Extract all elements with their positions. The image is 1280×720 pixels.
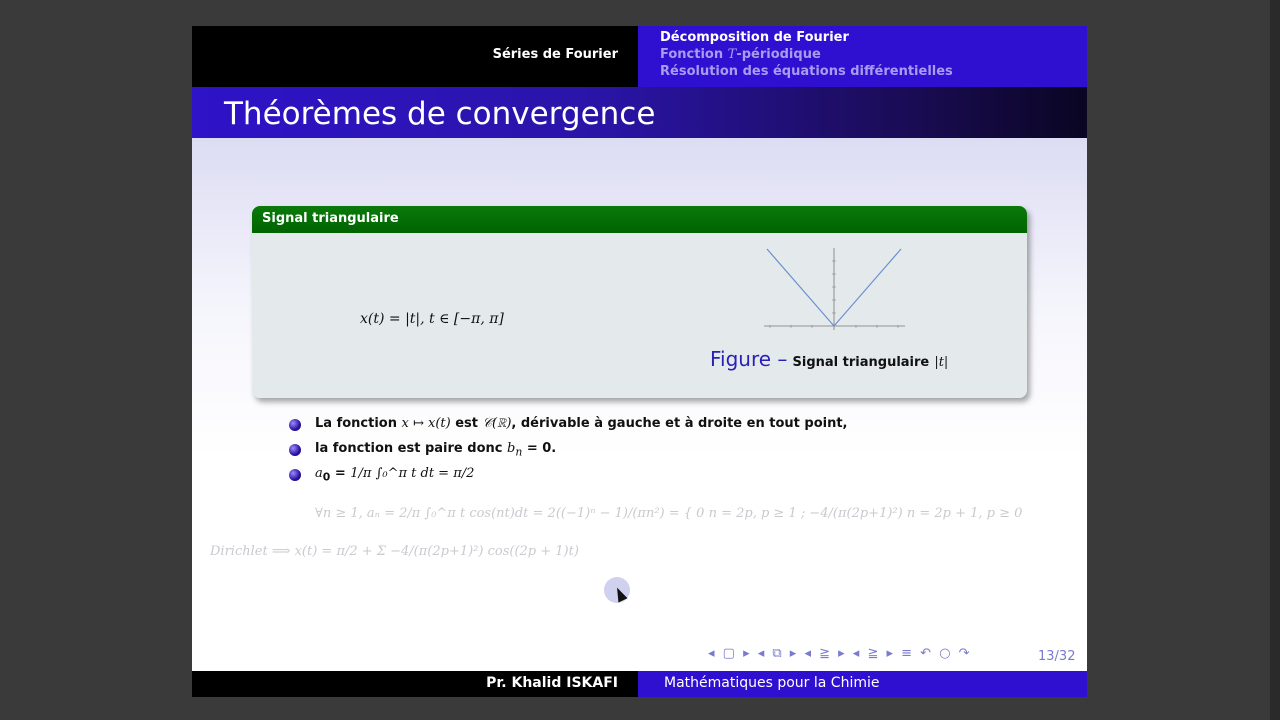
beamer-navigation-controls[interactable]: ◂ ▢ ▸ ◂ ⧉ ▸ ◂ ≧ ▸ ◂ ≧ ▸ ≡ ↶ ○ ↷: [708, 646, 972, 661]
faded-dirichlet-formula: Dirichlet ⟹ x(t) = π/2 + Σ −4/(π(2p+1)²) cos((2p + 1)t): [210, 544, 579, 559]
block-body: [252, 233, 1027, 398]
figure-caption-math: |t|: [934, 355, 949, 370]
slide: Séries de Fourier Décomposition de Fourier Fonction T-périodique Résolution des équations différentielles Théorèmes de convergence Signal triangulaire x(t) = |t|, t ∈ [−π, π] Figure – Signal triangulaire |t| La fonction x ↦ x(t) est 𝒞(ℝ), dérivable à gauche et à droite en tout point, la fonction est paire donc $b_n = 0$. $a_0 = 1/\pi$ ∫₀^π t dt = π/2 ∀n ≥ 1, aₙ = 2/π ∫₀^π t cos(nt)dt = 2((−1)ⁿ − 1)/(πn²) = { 0 n = 2p, p ≥ 1 ; −4/(π(2p+1)²) n = 2p + 1, p ≥ 0 Dirichlet ⟹ x(t) = π/2 + Σ −4/(π(2p+1)²) cos((2p + 1)t) ◂ ▢ ▸ ◂ ⧉ ▸ ◂ ≧ ▸ ◂ ≧ ▸ ≡ ↶ ○ ↷ 13/32 Pr. Khalid ISKAFI Mathématiques pour la Chimie: [192, 26, 1087, 697]
frame-title-bar: [192, 87, 1087, 138]
section-navigation: [638, 26, 1087, 87]
nav-section-decomposition[interactable]: Décomposition de Fourier: [660, 30, 849, 45]
footer-author: Pr. Khalid ISKAFI: [486, 675, 618, 691]
bullet-ball-icon: [289, 444, 301, 456]
figure-caption: [710, 347, 948, 371]
footer-author-bar: [192, 671, 638, 697]
figure-label: Figure –: [710, 347, 788, 371]
nav-section-equations[interactable]: Résolution des équations différentielles: [660, 64, 953, 79]
bullet-ball-icon: [289, 469, 301, 481]
example-block: [252, 206, 1027, 398]
triangle-signal-plot: [762, 243, 907, 333]
nav-section-fonction-periodique[interactable]: Fonction T-périodique: [660, 47, 821, 62]
block-title: Signal triangulaire: [252, 206, 1027, 233]
figure-caption-text: Signal triangulaire: [792, 355, 930, 370]
signal-formula: x(t) = |t|, t ∈ [−π, π]: [360, 311, 504, 327]
short-title: Séries de Fourier: [492, 47, 618, 62]
footer-course-bar: [638, 671, 1087, 697]
frame-title: Théorèmes de convergence: [224, 96, 656, 132]
page-number: 13/32: [1038, 649, 1076, 664]
faded-an-formula: ∀n ≥ 1, aₙ = 2/π ∫₀^π t cos(nt)dt = 2((−1)ⁿ − 1)/(πn²) = { 0 n = 2p, p ≥ 1 ; −4/(π(2p+1)²) n = 2p + 1, p ≥ 0: [315, 506, 1023, 521]
footer-course: Mathématiques pour la Chimie: [664, 675, 880, 691]
header-short-title-bar: [192, 26, 638, 87]
window-edge: [1270, 0, 1280, 720]
bullet-ball-icon: [289, 419, 301, 431]
